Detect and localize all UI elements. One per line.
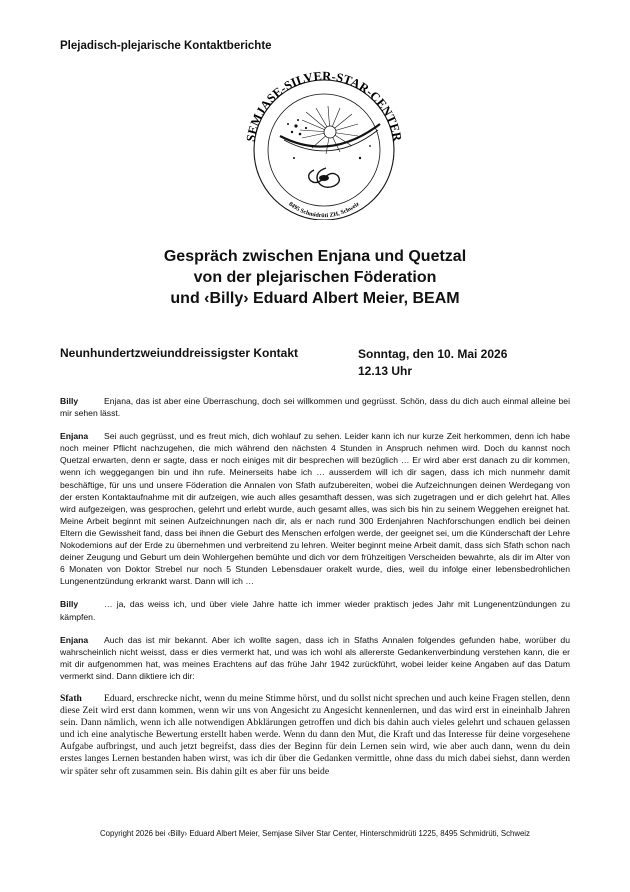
title-line-1: Gespräch zwischen Enjana und Quetzal (163, 248, 467, 265)
document-header: Plejadisch-plejarische Kontaktberichte (60, 40, 272, 52)
dialogue-paragraph (60, 395, 570, 419)
speaker-name: Enjana (60, 431, 89, 442)
dialogue-text: … ja, das weiss ich, und über viele Jahre hatte ich immer wieder praktisch jedes Jahr mit Lungenentzündungen zu kämpfen. (60, 599, 570, 622)
dialogue-text: Sei auch gegrüsst, und es freut mich, dich wohlauf zu sehen. Leider kann ich nur kurze Zeit herkommen, denn ich habe noch meiner Pflicht nachzugehen, die mich während den nächsten 4 Stunden in Anspruch nehmen wird. Doch du kannst noch Quetzal erwarten, denn er sagte, dass er noch einiges mit dir besprechen will bezüglich … Er wird aber erst danach zu dir kommen, wenn ich weggegangen bin und ihn rufe. Meinerseits habe ich … ausserdem will ich dir sagen, dass ich mich nunmehr damit beschäftige, für uns und unsere Föderation die Annalen von Sfath aufzubereiten, wobei die Aufzeichnungen deinen Werdegang von der ersten Kontaktaufnahme mit dir aufzeigen, wie auch alles gesamthaft dessen, was sich zugetragen und er dich gelehrt hat. Alles wird aufgezeigen, was gesprochen, gelehrt und erlebt wurde, auch gesamt alles, was sich bis hin zu seinem Weggehen ereignet hat. Meine Arbeit beginnt mit seinen Aufzeichnungen nach dir, als er nach rund 300 Erdenjahren Nachforschungen endlich bei deinen Eltern die Gewissheit fand, dass bei ihnen die Geburt des Menschen erfolgen werde, der geeignet sei, um die Künderschaft der Lehre Nokodemions auf der Erde zu übernehmen und verbreitend zu lehren. Weiter beginnt meine Arbeit damit, dass sich Sfath schon nach deiner Zeugung und Geburt um dein Wohlergehen bemühte und dich vor dem frühzeitigen Verscheiden bewahrte, als dir im Alter von 6 Monaten von Doktor Strebel nur noch 5 Stunden Lebensdauer orakelt wurde, dies, weil du infolge einer lebensbedrohlichen Lungenentzündung erkrankt warst. Dann will ich … (60, 431, 570, 587)
seal-icon (240, 62, 408, 220)
title-line-3: und ‹Billy› Eduard Albert Meier, BEAM (170, 290, 460, 307)
document-title (0, 246, 630, 309)
title-line-2: von der plejarischen Föderation (193, 269, 437, 286)
dialogue-text: Eduard, erschrecke nicht, wenn du meine Stimme hörst, und du sollst nicht sprechen und auch keine Fragen stellen, denn diese Zeit wird erst dann kommen, wenn wir uns von Angesicht zu Angesicht kennenlernen, und das wird erst in eineinhalb Jahren sein. Dann nämlich, wenn ich alle notwendigen Abklärungen getroffen und dich bis dahin auch vieles gelehrt und schauen gelassen und ich eine analytische Bewertung erstellt haben werde. Wenn du dann den Mut, die Kraft und das Interesse für deine vorgesehene Aufgabe aufbringst, und auch jetzt begreifst, dass dies der Beginn für dein Lernen sein wird, wie aber auch dann, wenn du dein erstes langes Lernen bestanden haben wirst, was ich dir über die Gedanken vermittle, ohne dass du mich dabei siehst, dann werden wir später sehr oft zusammen sein. Bis dahin gilt es aber für uns beide (60, 692, 570, 777)
speaker-name: Billy (60, 396, 79, 406)
dialogue-text: Auch das ist mir bekannt. Aber ich wollte sagen, dass ich in Sfaths Annalen folgendes gefunden habe, worüber du wahrscheinlich nicht weisst, dass er dies vermerkt hat, und was ich wohl als allererste Gedankenverbindung verstehen kann, die er mit dir aufgenommen hat, was meines Erachtens auf das frühe Jahr 1942 zurückführt, wobei leider keine Angaben auf das Datum vermerkt sind. Dann diktiere ich dir: (60, 634, 570, 681)
dialogue-paragraph-quote (60, 693, 570, 778)
contact-time: 12.13 Uhr (358, 364, 413, 378)
copyright-footer: Copyright 2026 bei ‹Billy› Eduard Albert Meier, Semjase Silver Star Center, Hinterschmidrüti 1225, 8495 Schmidrüti, Schweiz (100, 829, 530, 838)
contact-number: Neunhundertzweiunddreissigster Kontakt (60, 346, 299, 360)
dialogue-text: Enjana, das ist aber eine Überraschung, doch sei willkommen und gegrüsst. Schön, dass du dich auch einmal alleine bei mir sehen lässt. (60, 396, 570, 419)
contact-date: Sonntag, den 10. Mai 2026 (358, 347, 508, 361)
dialogue-body (60, 395, 570, 789)
seal-arc-text: SEMJASE-SILVER-STAR-CENTER (243, 68, 405, 143)
seal-address: 8495 Schmidrüti ZH, Schweiz (287, 201, 361, 220)
dialogue-paragraph (60, 634, 570, 682)
dialogue-paragraph (60, 598, 570, 622)
speaker-name: Enjana (60, 634, 89, 645)
semjase-silver-star-center-seal (240, 62, 408, 220)
dialogue-paragraph (60, 430, 570, 587)
speaker-name: Billy (60, 599, 79, 610)
contact-datetime (358, 346, 507, 380)
speaker-name: Sfath (60, 692, 82, 704)
